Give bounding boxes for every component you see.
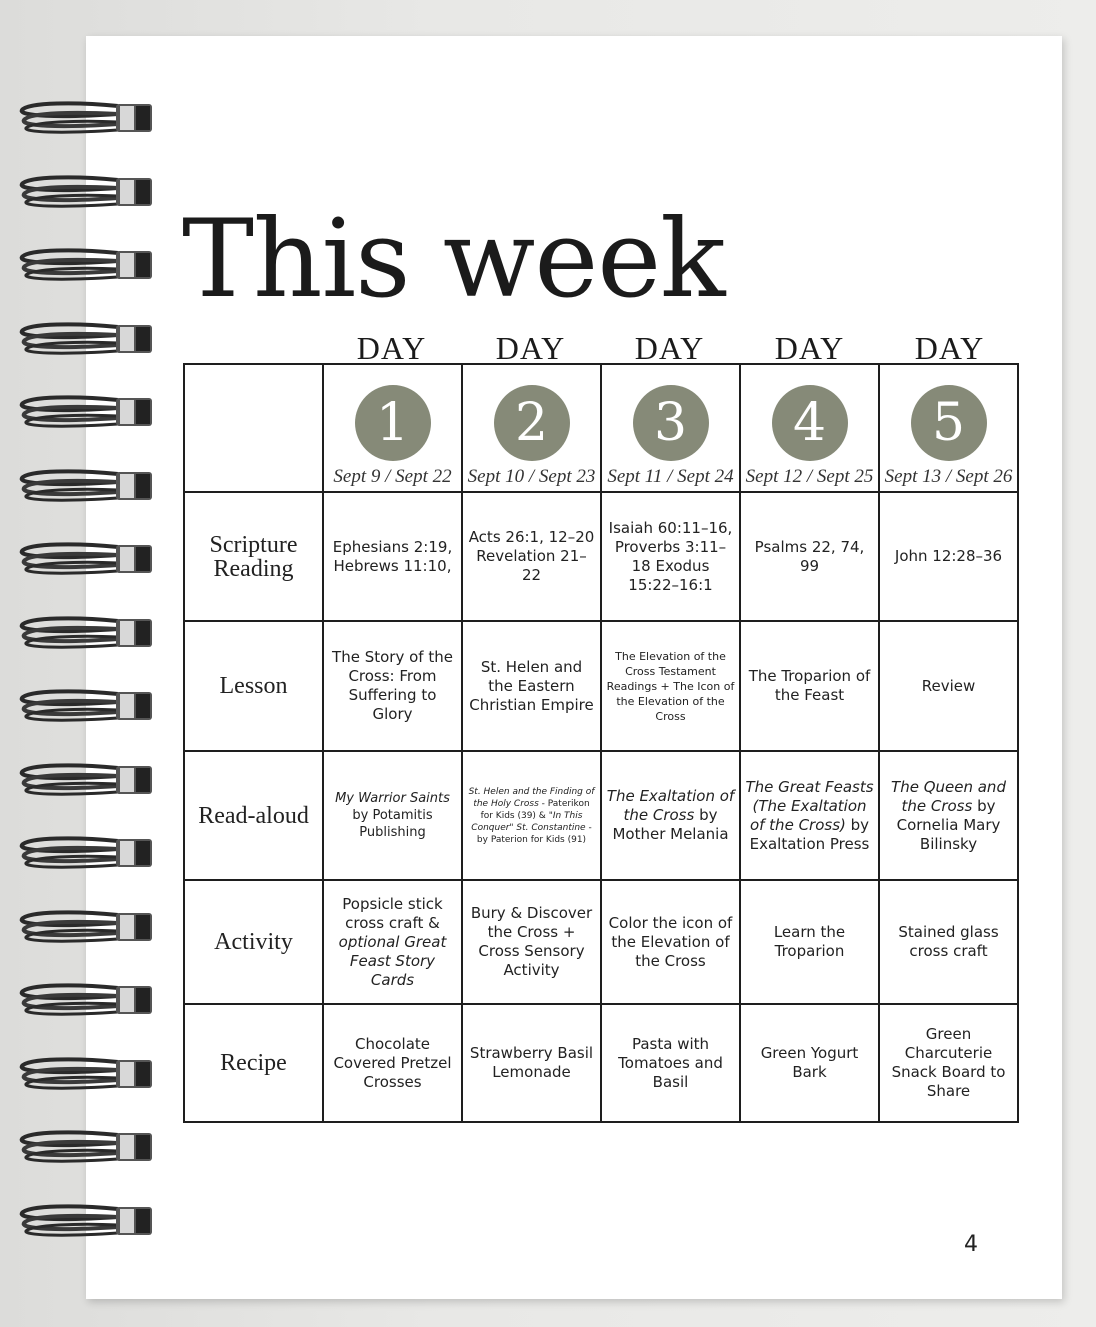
spiral-ring <box>18 909 156 945</box>
table-cell <box>323 751 462 880</box>
row-label: Activity <box>184 880 323 1004</box>
row-recipe <box>184 1004 1018 1122</box>
row-scripture-reading <box>184 492 1018 621</box>
table-cell: Acts 26:1, 12–20 Revelation 21–22 <box>462 492 601 621</box>
spiral-ring <box>18 835 156 871</box>
table-cell: Review <box>879 621 1018 751</box>
book-author: by Mother Melania <box>612 806 729 843</box>
spiral-ring <box>18 247 156 283</box>
table-cell: The Story of the Cross: From Suffering to Glory <box>323 621 462 751</box>
table-cell: The Troparion of the Feast <box>740 621 879 751</box>
table-cell: Psalms 22, 74, 99 <box>740 492 879 621</box>
table-cell <box>323 880 462 1004</box>
spiral-ring <box>18 394 156 430</box>
day-date: Sept 10 / Sept 23 <box>467 465 596 487</box>
day-date: Sept 13 / Sept 26 <box>884 465 1013 487</box>
table-cell: The Elevation of the Cross Testament Readings + The Icon of the Elevation of the Cross <box>601 621 740 751</box>
book-source: - Paterikon for Kids (39) & <box>480 798 590 821</box>
day-header-row <box>184 364 1018 492</box>
spiral-ring <box>18 615 156 651</box>
book-title: The Great Feasts (The Exaltation of the Cross) <box>745 777 874 834</box>
table-cell: Green Charcuterie Snack Board to Share <box>879 1004 1018 1122</box>
table-cell <box>740 751 879 880</box>
table-cell: John 12:28–36 <box>879 492 1018 621</box>
day-header-1 <box>323 364 462 492</box>
table-cell: Strawberry Basil Lemonade <box>462 1004 601 1122</box>
table-cell: Color the icon of the Elevation of the Cross <box>601 880 740 1004</box>
book-title: St. Helen and the Finding of the Holy Cross <box>468 786 595 809</box>
spiral-ring <box>18 762 156 798</box>
day-date: Sept 11 / Sept 24 <box>607 465 734 487</box>
day-date: Sept 9 / Sept 22 <box>333 465 452 487</box>
table-cell <box>462 751 601 880</box>
spiral-ring <box>18 688 156 724</box>
row-label: Scripture Reading <box>184 492 323 621</box>
day-header-2 <box>462 364 601 492</box>
row-lesson <box>184 621 1018 751</box>
spiral-ring <box>18 1129 156 1165</box>
day-label-1: DAY <box>356 330 427 366</box>
row-label: Recipe <box>184 1004 323 1122</box>
book-author: by Cornelia Mary Bilinsky <box>896 796 1001 853</box>
table-cell: Stained glass cross craft <box>879 880 1018 1004</box>
day-label-3: DAY <box>634 330 705 366</box>
day-number-badge: 5 <box>911 385 987 461</box>
table-cell <box>879 751 1018 880</box>
table-cell: Learn the Troparion <box>740 880 879 1004</box>
spiral-ring <box>18 321 156 357</box>
book-title: The Queen and the Cross <box>891 777 1006 815</box>
table-cell: Pasta with Tomatoes and Basil <box>601 1004 740 1122</box>
day-number-badge: 4 <box>772 385 848 461</box>
day-header-5 <box>879 364 1018 492</box>
day-header-3 <box>601 364 740 492</box>
book-author: by Exaltation Press <box>749 815 870 853</box>
day-number-badge: 3 <box>633 385 709 461</box>
spiral-ring <box>18 468 156 504</box>
spiral-ring <box>18 174 156 210</box>
day-label-2: DAY <box>495 330 566 366</box>
spiral-ring <box>18 1203 156 1239</box>
table-cell: Chocolate Covered Pretzel Crosses <box>323 1004 462 1122</box>
spiral-ring <box>18 541 156 577</box>
spiral-ring <box>18 1056 156 1092</box>
book-source: - by Paterion for Kids (91) <box>476 822 592 845</box>
spiral-ring <box>18 100 156 136</box>
row-read-aloud <box>184 751 1018 880</box>
table-cell: Bury & Discover the Cross + Cross Sensory Activity <box>462 880 601 1004</box>
day-header-4 <box>740 364 879 492</box>
book-title: My Warrior Saints <box>335 791 450 806</box>
row-label: Lesson <box>184 621 323 751</box>
day-label-4: DAY <box>774 330 845 366</box>
table-cell: St. Helen and the Eastern Christian Empire <box>462 621 601 751</box>
day-number-badge: 1 <box>355 385 431 461</box>
row-activity <box>184 880 1018 1004</box>
weekly-schedule-table <box>183 363 1019 1123</box>
book-title: The Exaltation of the Cross <box>606 787 735 824</box>
day-label-5: DAY <box>914 330 985 366</box>
table-cell: Green Yogurt Bark <box>740 1004 879 1122</box>
book-author: by Potamitis Publishing <box>352 808 433 840</box>
row-label: Read-aloud <box>184 751 323 880</box>
day-number-badge: 2 <box>494 385 570 461</box>
table-cell <box>601 751 740 880</box>
page-title: This week <box>182 197 725 322</box>
activity-optional: optional Great Feast Story Cards <box>338 932 447 989</box>
spiral-ring <box>18 982 156 1018</box>
activity-text: Popsicle stick cross craft & <box>342 894 443 932</box>
corner-cell <box>184 364 323 492</box>
day-date: Sept 12 / Sept 25 <box>745 465 874 487</box>
page-number: 4 <box>964 1232 978 1257</box>
table-cell: Ephesians 2:19, Hebrews 11:10, <box>323 492 462 621</box>
book-title: "In This Conquer" St. Constantine <box>471 810 586 833</box>
table-cell: Isaiah 60:11–16, Proverbs 3:11–18 Exodus 15:22–16:1 <box>601 492 740 621</box>
